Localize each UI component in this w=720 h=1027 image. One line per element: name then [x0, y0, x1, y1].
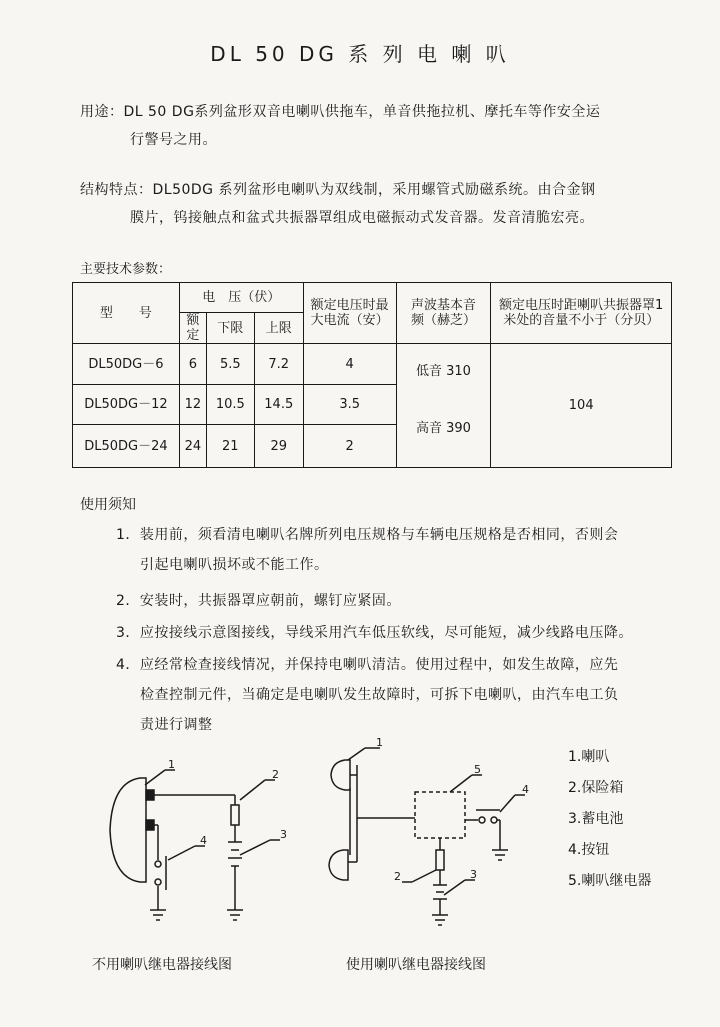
cell-upper: 29 [254, 425, 303, 468]
usage-item-3-line-1: 3．应按接线示意图接线，导线采用汽车低压软线，尽可能短，减少线路电压降。 [116, 625, 633, 641]
cell-current: 3.5 [303, 385, 396, 425]
horn-icon [110, 778, 146, 882]
cell-lower: 10.5 [206, 385, 254, 425]
th-upper: 上限 [254, 313, 303, 344]
callout-3: 3 [280, 828, 287, 841]
cell-loudness: 104 [491, 344, 672, 468]
legend-item: 2.保险箱 [568, 780, 624, 796]
freq-low: 低音 310 [416, 364, 471, 379]
th-lower: 下限 [206, 313, 254, 344]
cell-rated: 12 [179, 385, 206, 425]
th-voltage: 电 压（伏） [179, 283, 303, 313]
horn-icon [329, 850, 348, 880]
usage-item-4-line-3: 责进行调整 [140, 717, 213, 733]
th-freq: 声波基本音 频（赫芝） [396, 283, 491, 344]
purpose-line-1: 用途：DL 50 DG系列盆形双音电喇叭供拖车，单音供拖拉机、摩托车等作安全运 [80, 104, 601, 120]
button-icon [155, 861, 161, 867]
legend-item: 1.喇叭 [568, 749, 610, 765]
th-rated: 额定 [179, 313, 206, 344]
legend-item: 4.按钮 [568, 842, 610, 858]
purpose-paragraph [80, 98, 680, 154]
wiring-diagram-with-relay [329, 748, 525, 925]
callout-3: 3 [470, 868, 477, 881]
th-model: 型 号 [73, 283, 180, 344]
caption-right: 使用喇叭继电器接线图 [346, 957, 486, 973]
cell-upper: 7.2 [254, 344, 303, 385]
params-label: 主要技术参数： [80, 262, 172, 277]
cell-model: DL50DG－6 [73, 344, 180, 385]
usage-item-4-line-2: 检查控制元件，当确定是电喇叭发生故障时，可拆下电喇叭，由汽车电工负 [140, 687, 619, 703]
caption-left: 不用喇叭继电器接线图 [92, 957, 232, 973]
th-loudness: 额定电压时距喇叭共振器罩1米处的音量不小于（分贝） [491, 283, 672, 344]
callout-5: 5 [474, 763, 481, 776]
legend-item: 5.喇叭继电器 [568, 873, 652, 889]
cell-rated: 6 [179, 344, 206, 385]
usage-item-1-line-2: 引起电喇叭损坏或不能工作。 [140, 557, 329, 573]
cell-model: DL50DG－24 [73, 425, 180, 468]
structure-paragraph [80, 176, 680, 232]
cell-model: DL50DG－12 [73, 385, 180, 425]
callout-1: 1 [376, 736, 383, 749]
th-current: 额定电压时最大电流（安） [303, 283, 396, 344]
structure-line-1: 结构特点：DL50DG 系列盆形电喇叭为双线制，采用螺管式励磁系统。由合金钢 [80, 182, 596, 198]
callout-4: 4 [522, 783, 529, 796]
callout-4: 4 [200, 834, 207, 847]
cell-current: 2 [303, 425, 396, 468]
callout-2: 2 [394, 870, 401, 883]
usage-item-4-line-1: 4．应经常检查接线情况，并保持电喇叭清洁。使用过程中，如发生故障，应先 [116, 657, 619, 673]
usage-item-4 [116, 650, 676, 740]
button-icon [479, 817, 485, 823]
purpose-line-2: 行警号之用。 [130, 132, 217, 148]
usage-item-2 [116, 586, 676, 616]
fuse-icon [436, 850, 444, 870]
wiring-diagram-without-relay [110, 770, 280, 920]
fuse-icon [231, 805, 239, 825]
callout-2: 2 [272, 768, 279, 781]
usage-item-1-line-1: 1．装用前，须看清电喇叭名牌所列电压规格与车辆电压规格是否相同，否则会 [116, 527, 619, 543]
usage-item-2-line-1: 2．安装时，共振器罩应朝前，螺钉应紧固。 [116, 593, 401, 609]
wiring-diagrams [0, 730, 560, 945]
callout-1: 1 [168, 758, 175, 771]
document-title: DL 50 DG 系 列 电 喇 叭 [210, 42, 510, 66]
table-row [73, 344, 672, 385]
cell-lower: 21 [206, 425, 254, 468]
cell-lower: 5.5 [206, 344, 254, 385]
cell-upper: 14.5 [254, 385, 303, 425]
spec-table [72, 282, 672, 468]
usage-item-3 [116, 618, 676, 648]
structure-line-2: 膜片，钨接触点和盆式共振器罩组成电磁振动式发音器。发音清脆宏亮。 [130, 210, 594, 226]
horn-icon [331, 760, 350, 790]
relay-icon [415, 792, 465, 838]
freq-high: 高音 390 [416, 421, 471, 436]
usage-label: 使用须知 [80, 497, 136, 513]
diagram-legend [568, 742, 651, 897]
legend-item: 3.蓄电池 [568, 811, 624, 827]
cell-freq [396, 344, 491, 468]
cell-current: 4 [303, 344, 396, 385]
usage-item-1 [116, 520, 676, 580]
cell-rated: 24 [179, 425, 206, 468]
